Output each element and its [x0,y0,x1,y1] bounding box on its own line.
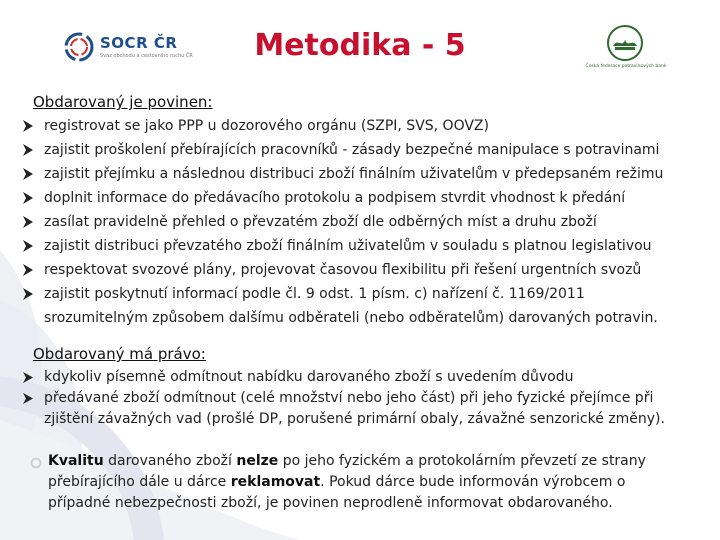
rights-list [20,367,710,430]
list-item-text: doplnit informace do předávacího protokolu a podpisem stvrdit vhodnost k předání [44,190,626,206]
list-item [20,234,710,258]
food-bank-caption: Česká federace potravinových bank [585,64,667,69]
list-item-text: respektovat svozové plány, projevovat časovou flexibilitu při řešení urgentních svozů [44,262,642,278]
ring-bullet-icon [30,457,42,469]
arrow-bullet-icon [20,186,36,210]
quality-note-text [48,451,708,514]
list-item-text: zajistit proškolení přebírajících pracovníků - zásady bezpečné manipulace s potravinami [44,142,660,158]
arrow-bullet-icon [20,210,36,234]
list-item-text: kdykoliv písemně odmítnout nabídku darovaného zboží s uvedením důvodu [44,369,574,385]
list-item [20,162,710,186]
list-item-text: zajistit distribuci převzatého zboží finálním uživatelům v souladu s platnou legislativou [44,238,652,254]
note-bold-quality: Kvalitu [48,453,104,469]
list-item [20,388,710,430]
duties-heading: Obdarovaný je povinen: [33,93,213,111]
page-title: Metodika - 5 [254,28,466,63]
duties-list [20,114,710,330]
arrow-bullet-icon [20,388,36,409]
note-bold-claim: reklamovat [230,474,321,490]
list-item [20,210,710,234]
note-text: darovaného zboží [103,453,237,469]
list-item [20,282,710,330]
list-item-text-continued: zjištění závažných vad (prošlé DP, porušené primární obaly, závažné senzorické změny). [44,411,665,427]
note-text: po jeho fyzickém a protokolárním převzetí ze strany [278,453,646,469]
list-item-text: zajistit přejímku a následnou distribuci zboží finálním uživatelům v předepsaném režimu [44,166,664,182]
list-item [20,186,710,210]
arrow-bullet-icon [20,114,36,138]
note-line-2 [48,472,708,493]
list-item [20,114,710,138]
socr-subtitle: Svaz obchodu a cestovního ruchu ČR [100,53,193,59]
list-item-text: zasílat pravidelně přehled o převzatém zboží dle odběrných míst a druhu zboží [44,214,597,230]
list-item-text: registrovat se jako PPP u dozorového orgánu (SZPI, SVS, OOVZ) [44,118,489,134]
note-text: přebírajícího dále u dárce [48,474,231,490]
note-text: . Pokud dárce bude informován výrobcem o [320,474,626,490]
socr-brand: SOCR ČR [100,34,178,52]
list-item-text: zajistit poskytnutí informací podle čl. 9 odst. 1 písm. c) nařízení č. 1169/2011 [44,286,585,302]
arrow-bullet-icon [20,258,36,282]
list-item [20,258,710,282]
arrow-bullet-icon [20,138,36,162]
list-item [20,367,710,388]
arrow-bullet-icon [20,234,36,258]
rights-heading: Obdarovaný má právo: [33,345,206,363]
list-item-text-continued: srozumitelným způsobem dalšímu odběrateli (nebo odběratelům) darovaných potravin. [44,310,658,326]
note-bold-cannot: nelze [236,453,279,469]
list-item [20,138,710,162]
arrow-bullet-icon [20,282,36,306]
note-text: případné nebezpečnosti zboží, je povinen neprodleně informovat obdarovaného. [48,495,613,511]
arrow-bullet-icon [20,162,36,186]
list-item-text: předávané zboží odmítnout (celé množství nebo jeho část) při jeho fyzické přejímce při [44,390,654,406]
note-line-1 [48,451,708,472]
arrow-bullet-icon [20,367,36,388]
note-line-3 [48,493,708,514]
